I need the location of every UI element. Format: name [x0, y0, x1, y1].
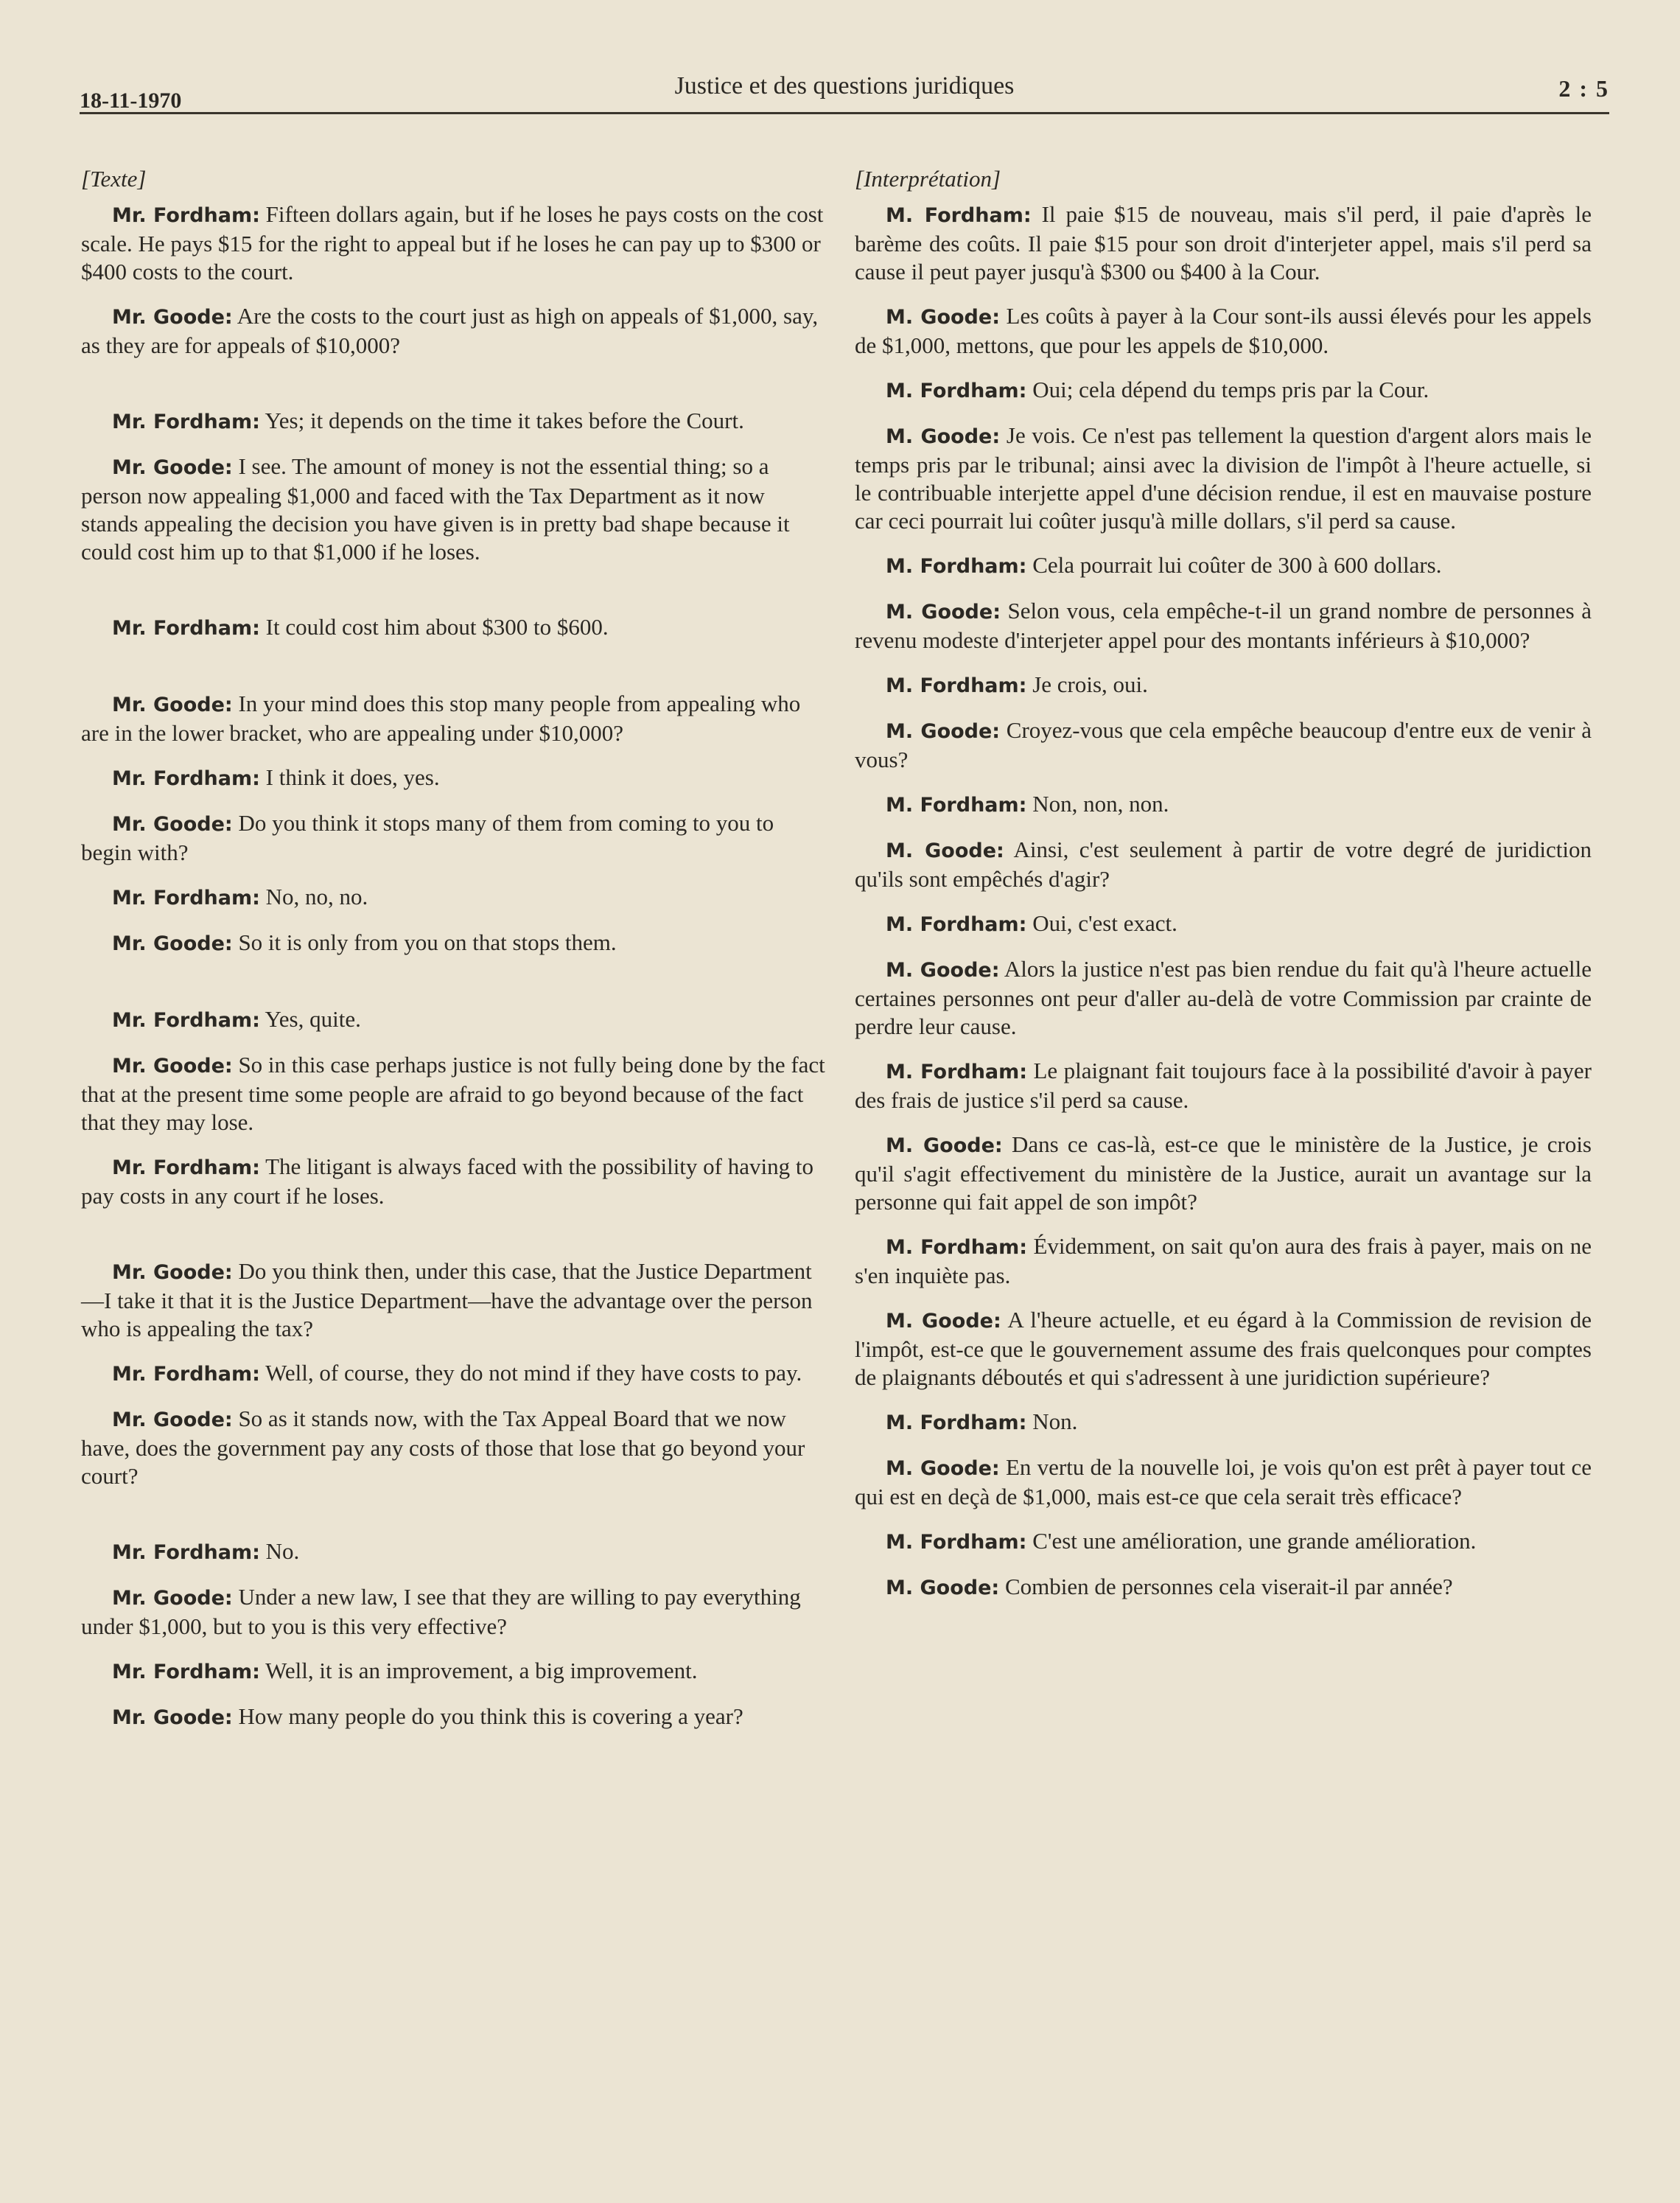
header-page-number: 2 : 5 [1558, 75, 1609, 102]
transcript-entry [855, 200, 1592, 286]
entry-text: Fifteen dollars again, but if he loses he pays costs on the cost scale. He pays $15 for the right to appeal but if he loses he can pay up to $300 or $400 costs to the court. [81, 201, 824, 284]
speaker-name: Mr. Fordham: [112, 1661, 260, 1683]
transcript-entry [855, 1453, 1592, 1511]
transcript-entry [855, 597, 1592, 654]
speaker-name: M. Fordham: [886, 555, 1027, 578]
entry-text: Évidemment, on sait qu'on aura des frais à payer, mais on ne s'en inquiète pas. [855, 1233, 1592, 1288]
transcript-entry [81, 1703, 825, 1732]
speaker-name: Mr. Goode: [112, 456, 233, 479]
transcript-entry [81, 1657, 825, 1686]
speaker-name: Mr. Fordham: [112, 411, 260, 433]
transcript-entry [81, 453, 825, 566]
speaker-name: Mr. Fordham: [112, 1156, 260, 1179]
transcript-entry [855, 1306, 1592, 1392]
transcript-entry [855, 1057, 1592, 1114]
entry-text: It could cost him about $300 to $600. [265, 614, 609, 640]
transcript-entry [855, 716, 1592, 774]
transcript-entry [855, 910, 1592, 939]
entry-text: Ainsi, c'est seulement à partir de votre degré de juridiction qu'ils sont empêchés d'agir? [855, 837, 1592, 892]
entry-text: Cela pourrait lui coûter de 300 à 600 dollars. [1032, 552, 1442, 578]
entry-text: No. [265, 1538, 300, 1564]
speaker-name: Mr. Fordham: [112, 1363, 260, 1386]
transcript-entry [855, 376, 1592, 405]
entry-text: Are the costs to the court just as high on appeals of $1,000, say, as they are for appeals of $10,000? [81, 303, 819, 358]
speaker-name: M. Fordham: [886, 674, 1027, 697]
transcript-entry [855, 836, 1592, 893]
entry-text: Under a new law, I see that they are willing to pay everything under $1,000, but to you is this very effective? [81, 1584, 801, 1639]
speaker-name: M. Goode: [886, 1310, 1001, 1333]
entry-text: Il paie $15 de nouveau, mais s'il perd, il paie d'après le barème des coûts. Il paie $15 pour son droit d'interjeter appel, mais s'il perd sa cause il peut payer jusqu'à $300 ou $400 à la Cour. [855, 201, 1592, 284]
transcript-entry [81, 690, 825, 747]
speaker-name: Mr. Fordham: [112, 887, 260, 910]
transcript-entry [81, 1153, 825, 1210]
entry-text: In your mind does this stop many people from appealing who are in the lower bracket, who are appealing under $10,000? [81, 691, 801, 746]
transcript-entry [855, 1408, 1592, 1437]
entry-text: I see. The amount of money is not the essential thing; so a person now appealing $1,000 and faced with the Tax Department as it now stands appealing the decision you have given is in pretty bad shape because it could cost him up to that $1,000 if he loses. [81, 453, 790, 565]
entry-text: Well, of course, they do not mind if they have costs to pay. [265, 1360, 802, 1386]
transcript-entry [855, 302, 1592, 360]
section-label-interpretation: [Interprétation] [855, 166, 1001, 192]
speaker-name: M. Goode: [886, 601, 1001, 624]
transcript-entry [81, 883, 825, 912]
transcript-entry [81, 1257, 825, 1343]
speaker-name: Mr. Fordham: [112, 204, 260, 227]
speaker-name: Mr. Goode: [112, 932, 233, 955]
transcript-entry [81, 200, 825, 286]
entry-text: Well, it is an improvement, a big improvement. [265, 1658, 698, 1683]
transcript-entry [855, 671, 1592, 700]
transcript-entry [81, 764, 825, 793]
speaker-name: M. Goode: [886, 720, 1001, 743]
transcript-entry [81, 809, 825, 867]
speaker-name: M. Fordham: [886, 1531, 1027, 1554]
header-date: 18-11-1970 [80, 88, 182, 113]
entry-text: So it is only from you on that stops them. [238, 929, 617, 955]
speaker-name: Mr. Goode: [112, 1055, 233, 1078]
entry-text: Dans ce cas-là, est-ce que le ministère de la Justice, je crois qu'il s'agit effectivement du ministère de la Justice, aurait un avantage sur la personne qui fait appel de son impôt? [855, 1131, 1592, 1215]
transcript-entry [81, 613, 825, 643]
entry-text: Croyez-vous que cela empêche beaucoup d'entre eux de venir à vous? [855, 717, 1592, 772]
entry-text: C'est une amélioration, une grande amélioration. [1032, 1528, 1477, 1554]
speaker-name: Mr. Goode: [112, 1587, 233, 1610]
french-column [855, 165, 1592, 1619]
entry-text: Selon vous, cela empêche-t-il un grand nombre de personnes à revenu modeste d'interjeter appel pour des montants inférieurs à $10,000? [855, 598, 1592, 653]
transcript-entry [855, 422, 1592, 535]
speaker-name: Mr. Goode: [112, 694, 233, 716]
speaker-name: M. Goode: [886, 1457, 1000, 1480]
transcript-entry [855, 955, 1592, 1041]
entry-text: Le plaignant fait toujours face à la possibilité d'avoir à payer des frais de justice s'il perd sa cause. [855, 1058, 1592, 1113]
entry-text: Do you think it stops many of them from coming to you to begin with? [81, 810, 774, 865]
entry-text: Yes; it depends on the time it takes before the Court. [265, 408, 744, 433]
transcript-entry [81, 1005, 825, 1035]
entry-text: Les coûts à payer à la Cour sont-ils aussi élevés pour les appels de $1,000, mettons, que pour les appels de $10,000. [855, 303, 1592, 358]
transcript-entry [81, 1359, 825, 1389]
transcript-entry [855, 1573, 1592, 1602]
entry-text: Non, non, non. [1032, 791, 1169, 817]
transcript-entry [855, 1527, 1592, 1557]
page-header [80, 65, 1609, 114]
speaker-name: M. Fordham: [886, 794, 1027, 817]
speaker-name: M. Goode: [886, 1134, 1003, 1157]
transcript-entry [855, 790, 1592, 820]
entry-text: Je crois, oui. [1032, 671, 1148, 697]
transcript-entry [81, 407, 825, 436]
transcript-entry [855, 1131, 1592, 1216]
speaker-name: M. Fordham: [886, 913, 1027, 936]
speaker-name: Mr. Goode: [112, 1706, 233, 1729]
speaker-name: Mr. Goode: [112, 1408, 233, 1431]
entry-text: The litigant is always faced with the possibility of having to pay costs in any court if he loses. [81, 1153, 813, 1209]
speaker-name: M. Goode: [886, 1577, 1000, 1599]
entry-text: So as it stands now, with the Tax Appeal Board that we now have, does the government pay any costs of those that lose that go beyond your court? [81, 1406, 805, 1489]
section-label-texte: [Texte] [81, 166, 147, 192]
english-column [81, 165, 825, 1748]
entry-text: No, no, no. [265, 884, 368, 910]
entry-text: Oui; cela dépend du temps pris par la Cour. [1032, 377, 1429, 402]
entry-text: Non. [1032, 1408, 1078, 1434]
entry-text: Do you think then, under this case, that the Justice Department—I take it that it is the Justice Department—have the advantage over the person who is appealing the tax? [81, 1258, 813, 1341]
entry-text: En vertu de la nouvelle loi, je vois qu'on est prêt à payer tout ce qui est en deçà de $1,000, mais est-ce que cela serait très efficace? [855, 1454, 1592, 1509]
entry-text: Oui, c'est exact. [1032, 910, 1177, 936]
speaker-name: M. Fordham: [886, 1061, 1028, 1083]
transcript-entry [81, 1583, 825, 1641]
speaker-name: M. Goode: [886, 425, 1001, 448]
entry-text: Je vois. Ce n'est pas tellement la question d'argent alors mais le temps pris par le tribunal; ainsi avec la division de l'impôt à l'heure actuelle, si le contribuable interjette appel d'une décision rendue, il est en mauvaise posture car ceci pourrait lui coûter jusqu'à mille dollars, s'il perd sa cause. [855, 422, 1592, 534]
speaker-name: Mr. Fordham: [112, 1009, 260, 1032]
speaker-name: M. Fordham: [886, 1411, 1027, 1434]
transcript-entry [81, 302, 825, 360]
transcript-entry [855, 551, 1592, 581]
speaker-name: M. Fordham: [886, 1236, 1028, 1259]
header-title: Justice et des questions juridiques [674, 72, 1015, 99]
speaker-name: Mr. Fordham: [112, 1541, 260, 1564]
transcript-entry [855, 1232, 1592, 1290]
entry-text: So in this case perhaps justice is not fully being done by the fact that at the present time some people are afraid to go beyond because of the fact that they may lose. [81, 1052, 825, 1135]
speaker-name: Mr. Fordham: [112, 767, 260, 790]
transcript-entry [81, 1405, 825, 1490]
entry-text: A l'heure actuelle, et eu égard à la Commission de revision de l'impôt, est-ce que le gouvernement assume des frais quelconques pour comptes de plaignants déboutés et qui s'adressent à une juridiction supérieure? [855, 1307, 1592, 1390]
speaker-name: Mr. Goode: [112, 306, 233, 329]
entry-text: I think it does, yes. [265, 764, 440, 790]
speaker-name: Mr. Fordham: [112, 617, 260, 640]
speaker-name: Mr. Goode: [112, 1261, 233, 1284]
entry-text: How many people do you think this is covering a year? [238, 1703, 743, 1729]
speaker-name: M. Goode: [886, 306, 1000, 329]
entry-text: Alors la justice n'est pas bien rendue du fait qu'à l'heure actuelle certaines personnes ont peur d'aller au-delà de votre Commission par crainte de perdre leur cause. [855, 956, 1592, 1039]
entry-text: Yes, quite. [265, 1006, 361, 1032]
transcript-entry [81, 1051, 825, 1137]
speaker-name: M. Goode: [886, 959, 1000, 982]
transcript-entry [81, 929, 825, 958]
speaker-name: M. Goode: [886, 839, 1004, 862]
speaker-name: M. Fordham: [886, 380, 1027, 402]
transcript-entry [81, 1537, 825, 1567]
entry-text: Combien de personnes cela viserait-il par année? [1004, 1574, 1453, 1599]
speaker-name: Mr. Goode: [112, 813, 233, 836]
speaker-name: M. Fordham: [886, 204, 1032, 227]
